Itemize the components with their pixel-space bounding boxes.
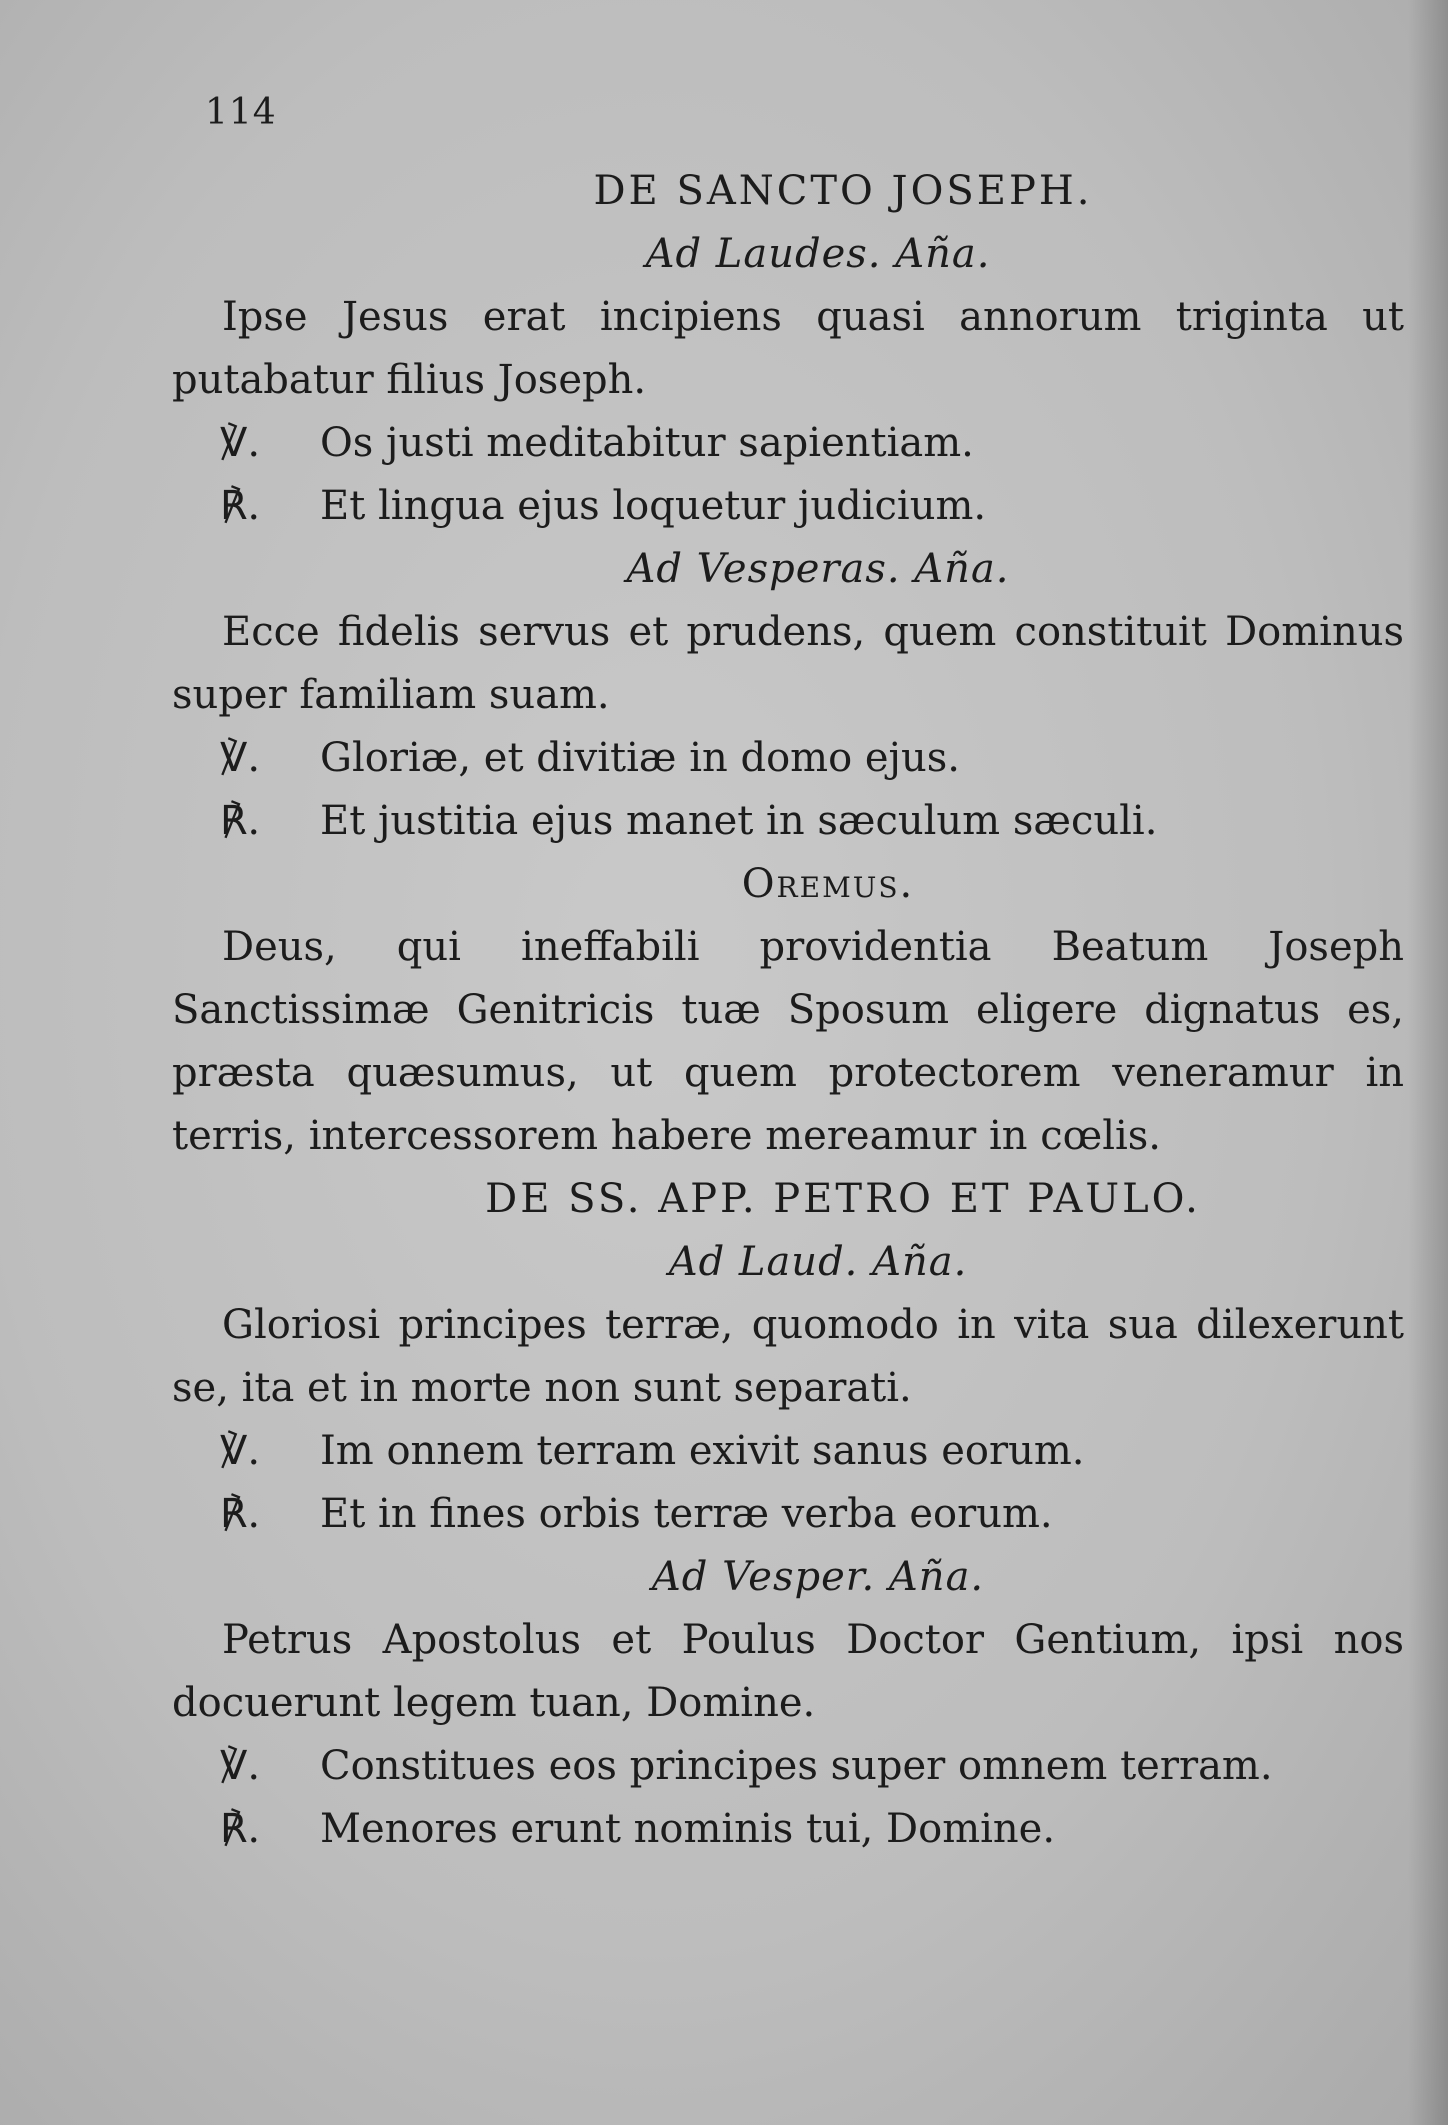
response-text: Et lingua ejus loquetur judicium. [320, 483, 987, 529]
response-mark: ℟. [220, 483, 261, 529]
oremus-label: Oremus. [741, 861, 915, 907]
vesperas-label: Ad Vesperas. Aña. [626, 546, 1010, 592]
versicle-mark: ℣. [220, 1743, 261, 1789]
versicle-line [172, 412, 1404, 475]
laudes-label: Ad Laud. Aña. [668, 1239, 968, 1285]
response-mark: ℟. [220, 1806, 261, 1852]
laudes-antiphon: Gloriosi principes terræ, quomodo in vita sua dilexerunt se, ita et in morte non sunt separati. [172, 1302, 1404, 1411]
response-line [172, 1798, 1404, 1861]
response-line [172, 475, 1404, 538]
response-line [172, 1483, 1404, 1546]
versicle-mark: ℣. [220, 1428, 261, 1474]
page-edge-shadow [1408, 0, 1448, 2125]
vesper-antiphon: Petrus Apostolus et Poulus Doctor Gentium, ipsi nos docuerunt legem tuan, Domine. [172, 1617, 1404, 1726]
section-heading-peter-paul: DE SS. APP. PETRO ET PAULO. [485, 1176, 1201, 1222]
versicle-text: Os justi meditabitur sapientiam. [320, 420, 974, 466]
versicle-text: Gloriæ, et divitiæ in domo ejus. [320, 735, 960, 781]
versicle-line [172, 727, 1404, 790]
vesper-label: Ad Vesper. Aña. [651, 1554, 985, 1600]
response-text: Et justitia ejus manet in sæculum sæculi. [320, 798, 1158, 844]
response-text: Menores erunt nominis tui, Domine. [320, 1806, 1056, 1852]
page-number: 114 [205, 92, 277, 133]
laudes-label: Ad Laudes. Aña. [645, 231, 991, 277]
page-text [172, 160, 1404, 1861]
versicle-text: Constitues eos principes super omnem terram. [320, 1743, 1273, 1789]
response-mark: ℟. [220, 798, 261, 844]
versicle-text: Im onnem terram exivit sanus eorum. [320, 1428, 1085, 1474]
response-text: Et in fines orbis terræ verba eorum. [320, 1491, 1053, 1537]
response-mark: ℟. [220, 1491, 261, 1537]
section-heading-joseph: DE SANCTO JOSEPH. [593, 168, 1093, 214]
versicle-mark: ℣. [220, 420, 261, 466]
laudes-antiphon: Ipse Jesus erat incipiens quasi annorum triginta ut putabatur filius Joseph. [172, 294, 1404, 403]
response-line [172, 790, 1404, 853]
oremus-prayer: Deus, qui ineffabili providentia Beatum Joseph Sanctissimæ Genitricis tuæ Sposum eligere dignatus es, præsta quæsumus, ut quem protectorem veneramur in terris, intercessorem habere mereamur in cœlis. [172, 924, 1404, 1159]
versicle-line [172, 1420, 1404, 1483]
versicle-mark: ℣. [220, 735, 261, 781]
versicle-line [172, 1735, 1404, 1798]
vesperas-antiphon: Ecce fidelis servus et prudens, quem constituit Dominus super familiam suam. [172, 609, 1404, 718]
